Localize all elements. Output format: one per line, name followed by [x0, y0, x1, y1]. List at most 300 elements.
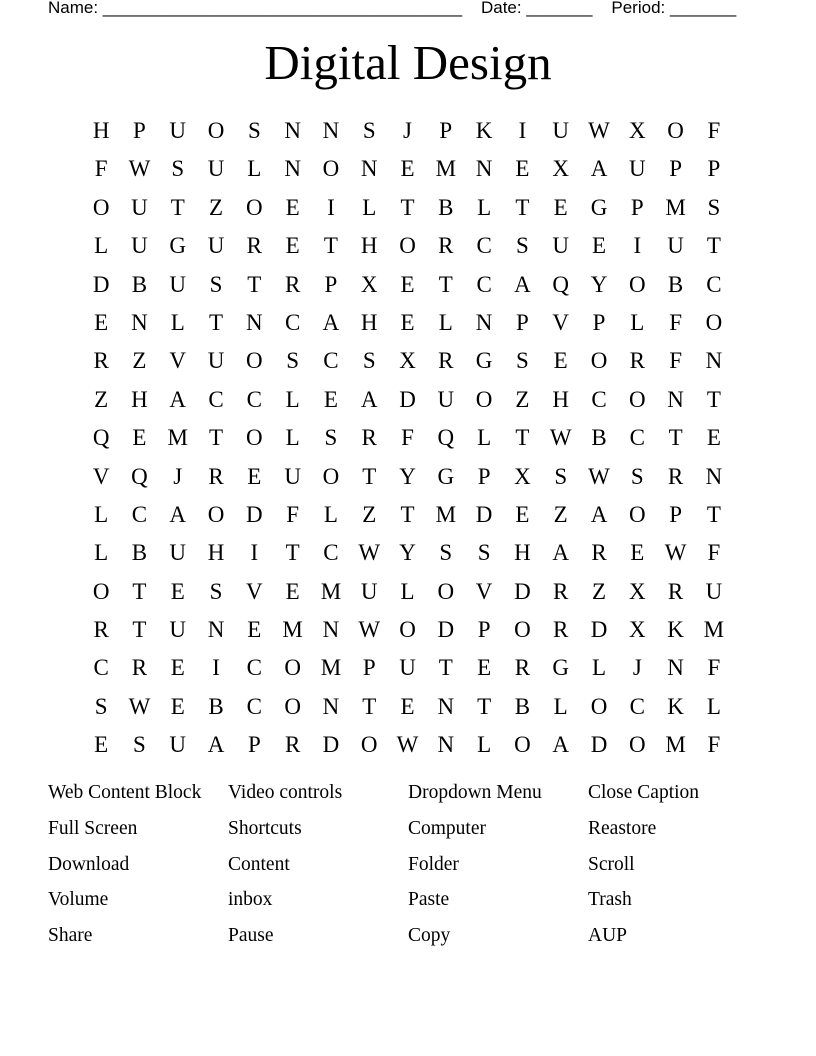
grid-row — [82, 150, 733, 188]
grid-letter: B — [131, 540, 148, 566]
grid-letter: M — [167, 425, 188, 451]
grid-letter: S — [209, 578, 223, 604]
word-list-item: Share — [48, 925, 93, 947]
grid-letter: A — [590, 156, 608, 182]
grid-letter: P — [707, 156, 721, 182]
grid-letter: C — [131, 501, 148, 527]
grid-letter: B — [514, 693, 531, 719]
grid-letter: U — [207, 348, 225, 374]
grid-letter: E — [515, 501, 530, 527]
grid-letter: W — [588, 118, 610, 143]
grid-letter: E — [400, 693, 415, 719]
grid-letter: N — [705, 348, 723, 374]
grid-letter: O — [514, 732, 531, 758]
grid-letter: P — [362, 655, 376, 681]
grid-letter: C — [629, 693, 645, 719]
grid-letter: T — [285, 540, 300, 566]
grid-letter: E — [285, 194, 300, 220]
grid-letter: M — [320, 578, 342, 604]
word-list-item: inbox — [228, 889, 273, 911]
grid-letter: L — [323, 501, 338, 527]
grid-row — [82, 458, 733, 496]
grid-letter: L — [477, 425, 492, 451]
grid-letter: S — [630, 463, 644, 489]
grid-letter: E — [477, 655, 492, 681]
grid-letter: A — [169, 386, 187, 412]
grid-letter: I — [327, 194, 335, 220]
grid-letter: C — [323, 540, 339, 566]
grid-letter: O — [399, 617, 416, 643]
grid-letter: L — [438, 309, 453, 335]
grid-letter: C — [706, 271, 722, 297]
word-list-item: AUP — [588, 925, 628, 947]
grid-letter: G — [169, 233, 187, 259]
grid-letter: F — [707, 540, 721, 566]
grid-letter: R — [553, 578, 569, 604]
grid-letter: I — [633, 233, 642, 259]
grid-letter: E — [400, 271, 415, 297]
grid-letter: O — [437, 578, 455, 604]
grid-letter: D — [590, 617, 608, 643]
grid-letter: V — [552, 309, 570, 335]
grid-letter: F — [401, 425, 414, 451]
grid-letter: T — [247, 271, 262, 297]
grid-letter: R — [361, 425, 377, 451]
grid-row — [82, 342, 733, 380]
grid-letter: C — [246, 693, 262, 719]
grid-letter: O — [514, 617, 531, 643]
grid-letter: D — [437, 617, 455, 643]
word-list-item: Volume — [48, 889, 109, 911]
grid-letter: T — [362, 693, 377, 719]
grid-letter: J — [632, 655, 642, 681]
grid-row — [82, 304, 733, 342]
grid-letter: P — [324, 271, 338, 297]
grid-letter: B — [208, 693, 224, 719]
grid-letter: Z — [553, 501, 568, 527]
grid-letter: L — [285, 425, 300, 451]
grid-letter: L — [630, 309, 645, 335]
grid-letter: H — [207, 540, 225, 566]
grid-letter: N — [475, 309, 493, 335]
grid-letter: X — [514, 463, 531, 489]
grid-letter: U — [169, 617, 187, 643]
grid-letter: E — [247, 617, 262, 643]
grid-letter: T — [132, 578, 147, 604]
grid-letter: P — [592, 309, 606, 335]
grid-letter: A — [322, 309, 340, 335]
grid-letter: P — [669, 501, 682, 527]
grid-letter: N — [322, 617, 340, 643]
grid-letter: Q — [552, 271, 570, 297]
grid-letter: R — [629, 348, 645, 374]
grid-letter: O — [399, 233, 416, 259]
grid-letter: B — [131, 271, 148, 297]
grid-letter: L — [94, 540, 109, 566]
grid-letter: U — [207, 156, 225, 182]
grid-row — [82, 266, 733, 304]
grid-letter: S — [247, 118, 261, 143]
grid-letter: D — [475, 501, 493, 527]
grid-letter: A — [360, 386, 378, 412]
grid-letter: N — [437, 732, 455, 758]
grid-letter: W — [128, 693, 151, 719]
word-list-item: Pause — [228, 925, 274, 947]
grid-letter: E — [400, 309, 415, 335]
grid-letter: S — [439, 540, 453, 566]
grid-letter: O — [475, 386, 493, 412]
grid-letter: N — [437, 693, 455, 719]
grid-letter: T — [400, 194, 415, 220]
grid-letter: U — [207, 233, 225, 259]
grid-letter: N — [284, 156, 301, 182]
grid-letter: Y — [399, 540, 416, 566]
grid-letter: Z — [94, 386, 109, 412]
grid-letter: T — [477, 693, 492, 719]
word-list-item: Trash — [588, 889, 632, 911]
grid-letter: Q — [437, 425, 455, 451]
grid-letter: Y — [399, 463, 416, 489]
grid-letter: U — [552, 118, 570, 143]
grid-letter: R — [131, 655, 148, 681]
grid-letter: G — [590, 194, 608, 220]
grid-letter: F — [707, 732, 721, 758]
grid-letter: W — [588, 463, 610, 489]
grid-row — [82, 227, 733, 265]
grid-letter: D — [514, 578, 531, 604]
grid-letter: M — [703, 617, 725, 643]
grid-letter: P — [247, 732, 261, 758]
grid-letter: U — [169, 732, 187, 758]
grid-row — [82, 496, 733, 534]
grid-letter: O — [590, 693, 608, 719]
word-list-item: Reastore — [588, 817, 657, 839]
grid-letter: E — [591, 233, 607, 259]
word-list-item: Copy — [408, 925, 451, 947]
grid-letter: F — [286, 501, 300, 527]
grid-letter: S — [362, 348, 376, 374]
grid-letter: B — [438, 194, 454, 220]
grid-letter: N — [705, 463, 723, 489]
grid-letter: T — [438, 655, 453, 681]
grid-letter: E — [94, 732, 109, 758]
grid-letter: T — [400, 501, 415, 527]
grid-letter: G — [437, 463, 455, 489]
grid-letter: P — [516, 309, 529, 335]
grid-letter: M — [435, 501, 457, 527]
grid-letter: T — [515, 194, 530, 220]
grid-letter: O — [705, 309, 723, 335]
grid-letter: I — [250, 540, 259, 566]
grid-letter: R — [667, 463, 684, 489]
grid-letter: L — [400, 578, 415, 604]
grid-letter: L — [591, 655, 607, 681]
grid-letter: Z — [209, 194, 224, 220]
grid-letter: D — [92, 271, 110, 297]
grid-letter: R — [553, 617, 569, 643]
word-list — [48, 777, 768, 956]
grid-letter: D — [399, 386, 416, 412]
grid-letter: A — [514, 271, 531, 297]
grid-letter: U — [667, 233, 684, 259]
grid-letter: N — [322, 118, 340, 143]
grid-letter: R — [591, 540, 607, 566]
grid-letter: E — [170, 693, 185, 719]
grid-letter: A — [552, 540, 570, 566]
grid-row — [82, 573, 733, 611]
grid-letter: U — [131, 194, 148, 220]
grid-letter: A — [590, 501, 608, 527]
grid-letter: T — [706, 386, 721, 412]
grid-letter: F — [669, 348, 682, 374]
grid-letter: K — [667, 693, 684, 719]
grid-letter: R — [514, 655, 531, 681]
grid-letter: C — [246, 386, 262, 412]
grid-letter: P — [133, 118, 146, 143]
grid-letter: N — [322, 693, 340, 719]
grid-letter: S — [286, 348, 300, 374]
grid-letter: V — [246, 578, 263, 604]
grid-letter: T — [515, 425, 530, 451]
grid-letter: A — [169, 501, 187, 527]
grid-letter: E — [247, 463, 262, 489]
grid-letter: S — [94, 693, 108, 719]
grid-letter: N — [207, 617, 225, 643]
word-list-item: Video controls — [228, 782, 343, 803]
grid-letter: X — [628, 578, 646, 604]
grid-letter: P — [439, 118, 453, 143]
grid-letter: V — [92, 463, 110, 489]
grid-letter: R — [246, 233, 262, 259]
grid-letter: N — [360, 156, 378, 182]
grid-letter: Q — [131, 463, 148, 489]
grid-letter: U — [169, 271, 187, 297]
grid-letter: G — [552, 655, 570, 681]
grid-letter: N — [246, 309, 263, 335]
grid-row — [82, 419, 733, 457]
grid-letter: U — [552, 233, 570, 259]
grid-letter: N — [284, 118, 301, 143]
grid-letter: C — [629, 425, 645, 451]
grid-letter: R — [93, 348, 109, 374]
grid-letter: Y — [590, 271, 608, 297]
word-search-grid — [82, 112, 733, 765]
grid-letter: R — [93, 617, 109, 643]
grid-letter: L — [170, 309, 185, 335]
grid-row — [82, 112, 733, 150]
grid-letter: F — [94, 156, 108, 182]
grid-letter: R — [438, 348, 454, 374]
grid-row — [82, 381, 733, 419]
grid-letter: S — [707, 194, 721, 220]
grid-letter: B — [591, 425, 607, 451]
grid-letter: Z — [132, 348, 147, 374]
grid-letter: O — [246, 194, 263, 220]
grid-letter: L — [94, 233, 109, 259]
grid-letter: Z — [591, 578, 607, 604]
grid-letter: S — [171, 156, 185, 182]
grid-letter: S — [554, 463, 568, 489]
grid-letter: T — [323, 233, 338, 259]
grid-letter: D — [590, 732, 608, 758]
grid-letter: L — [94, 501, 109, 527]
grid-letter: O — [246, 348, 263, 374]
grid-letter: C — [93, 655, 109, 681]
grid-letter: T — [438, 271, 453, 297]
grid-letter: S — [477, 540, 491, 566]
grid-letter: T — [706, 501, 721, 527]
word-list-item: Download — [48, 853, 130, 875]
grid-letter: D — [246, 501, 263, 527]
grid-letter: Z — [362, 501, 377, 527]
grid-letter: H — [552, 386, 570, 412]
grid-letter: O — [92, 578, 110, 604]
page-title: Digital Design — [264, 35, 552, 90]
grid-row — [82, 688, 733, 726]
grid-letter: M — [320, 655, 342, 681]
grid-letter: Q — [92, 425, 110, 451]
grid-letter: H — [360, 233, 378, 259]
grid-letter: S — [133, 732, 146, 758]
grid-letter: V — [169, 348, 187, 374]
grid-letter: T — [209, 309, 224, 335]
grid-letter: S — [516, 233, 529, 259]
grid-letter: I — [212, 655, 220, 681]
grid-letter: R — [208, 463, 224, 489]
grid-row — [82, 189, 733, 227]
grid-letter: C — [284, 309, 301, 335]
grid-letter: O — [628, 271, 646, 297]
grid-letter: O — [284, 655, 301, 681]
word-list-item: Folder — [408, 853, 459, 875]
grid-row — [82, 534, 733, 572]
grid-letter: E — [170, 655, 185, 681]
grid-letter: E — [706, 425, 721, 451]
grid-letter: O — [628, 501, 646, 527]
grid-letter: E — [630, 540, 645, 566]
grid-letter: L — [285, 386, 300, 412]
grid-letter: O — [322, 463, 340, 489]
grid-letter: M — [435, 156, 457, 182]
grid-letter: H — [131, 386, 148, 412]
grid-letter: U — [437, 386, 455, 412]
grid-letter: E — [515, 156, 530, 182]
grid-letter: L — [477, 194, 492, 220]
grid-letter: J — [173, 463, 183, 489]
grid-letter: E — [170, 578, 185, 604]
grid-letter: B — [667, 271, 684, 297]
grid-letter: R — [284, 271, 301, 297]
worksheet-header: Name: ______________________________________ Date: _______ Period: _______ — [48, 0, 737, 17]
grid-letter: L — [362, 194, 377, 220]
grid-letter: K — [475, 118, 493, 143]
grid-letter: U — [705, 578, 723, 604]
grid-letter: W — [358, 617, 381, 643]
grid-letter: E — [553, 348, 568, 374]
grid-letter: C — [246, 655, 262, 681]
grid-letter: O — [667, 118, 684, 143]
word-list-item: Scroll — [588, 853, 635, 875]
grid-letter: L — [706, 693, 721, 719]
grid-letter: E — [285, 578, 300, 604]
word-list-item: Dropdown Menu — [408, 782, 542, 803]
grid-row — [82, 726, 733, 764]
grid-letter: R — [284, 732, 301, 758]
grid-letter: N — [475, 156, 493, 182]
grid-letter: H — [360, 309, 378, 335]
word-list-item: Paste — [408, 889, 450, 911]
grid-letter: I — [518, 118, 527, 143]
grid-letter: Z — [515, 386, 530, 412]
grid-letter: U — [284, 463, 301, 489]
grid-letter: N — [667, 386, 684, 412]
grid-letter: S — [324, 425, 338, 451]
grid-letter: N — [131, 309, 148, 335]
grid-letter: R — [438, 233, 454, 259]
grid-letter: C — [591, 386, 607, 412]
grid-letter: L — [553, 693, 568, 719]
grid-letter: W — [549, 425, 572, 451]
grid-letter: W — [358, 540, 381, 566]
grid-letter: V — [475, 578, 493, 604]
grid-letter: T — [362, 463, 377, 489]
grid-letter: U — [628, 156, 646, 182]
grid-letter: S — [209, 271, 223, 297]
grid-letter: G — [475, 348, 493, 374]
grid-letter: C — [323, 348, 339, 374]
grid-letter: K — [667, 617, 684, 643]
grid-letter: A — [552, 732, 570, 758]
grid-letter: T — [706, 233, 721, 259]
grid-letter: X — [399, 348, 416, 374]
grid-letter: L — [247, 156, 262, 182]
grid-letter: E — [553, 194, 568, 220]
grid-letter: P — [630, 194, 644, 220]
grid-letter: D — [322, 732, 340, 758]
grid-row — [82, 611, 733, 649]
grid-letter: F — [707, 118, 721, 143]
grid-letter: U — [131, 233, 148, 259]
grid-letter: J — [403, 118, 412, 143]
grid-letter: H — [92, 118, 110, 143]
word-list-item: Full Screen — [48, 817, 138, 839]
grid-letter: N — [667, 655, 684, 681]
grid-letter: U — [169, 540, 187, 566]
grid-letter: W — [128, 156, 151, 182]
grid-letter: O — [207, 501, 225, 527]
grid-letter: A — [207, 732, 225, 758]
grid-letter: E — [323, 386, 338, 412]
grid-letter: E — [400, 156, 415, 182]
grid-letter: O — [207, 118, 225, 143]
grid-letter: F — [707, 655, 721, 681]
grid-letter: O — [322, 156, 340, 182]
grid-letter: X — [360, 271, 378, 297]
grid-letter: C — [208, 386, 224, 412]
grid-letter: T — [170, 194, 185, 220]
grid-letter: M — [282, 617, 303, 643]
grid-letter: E — [285, 233, 300, 259]
grid-letter: M — [665, 732, 686, 758]
grid-letter: X — [628, 118, 646, 143]
grid-letter: M — [665, 194, 686, 220]
grid-letter: U — [399, 655, 416, 681]
grid-letter: R — [667, 578, 684, 604]
grid-letter: L — [477, 732, 492, 758]
grid-letter: E — [94, 309, 109, 335]
grid-letter: E — [132, 425, 147, 451]
grid-letter: O — [628, 386, 646, 412]
